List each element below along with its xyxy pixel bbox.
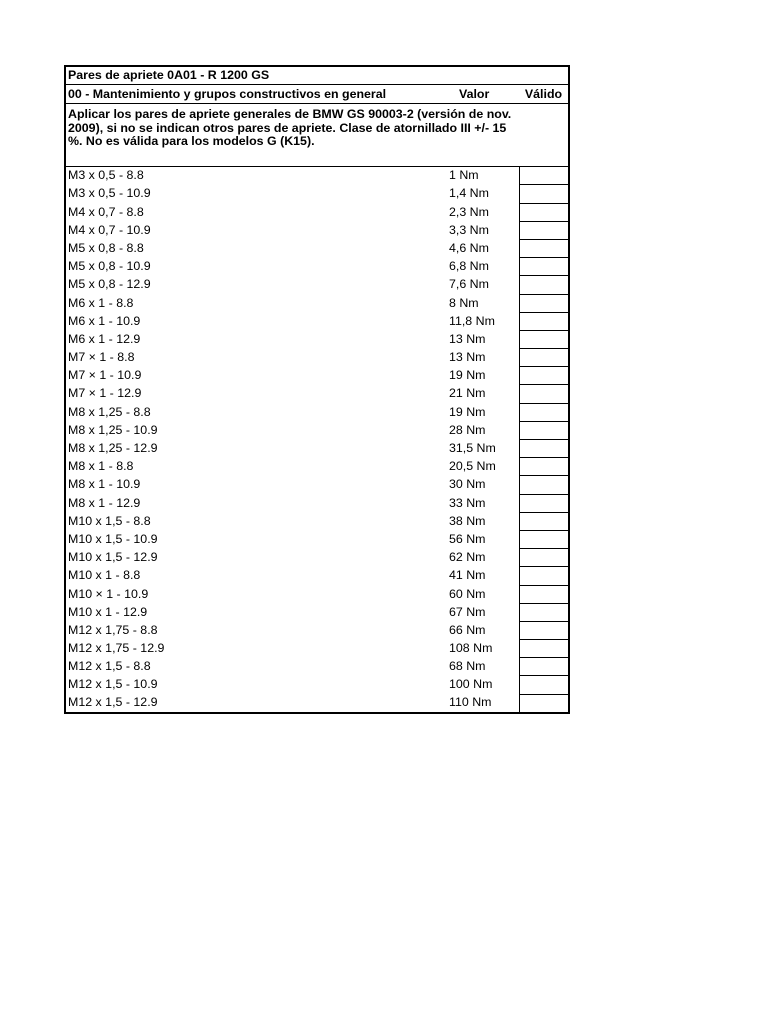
table-row bbox=[65, 239, 569, 257]
bolt-spec-cell: M10 x 1,5 - 12.9 bbox=[68, 550, 158, 565]
sheet-title: Pares de apriete 0A01 - R 1200 GS bbox=[65, 66, 569, 85]
torque-value-cell: 1,4 Nm bbox=[449, 186, 489, 201]
table-row bbox=[65, 512, 569, 530]
torque-value-cell: 100 Nm bbox=[449, 677, 493, 692]
bolt-spec-cell: M10 x 1,5 - 8.8 bbox=[68, 513, 151, 528]
valid-checkbox-cell[interactable] bbox=[519, 367, 569, 385]
torque-value-cell: 28 Nm bbox=[449, 422, 486, 437]
table-row bbox=[65, 276, 569, 294]
valid-checkbox-cell[interactable] bbox=[519, 440, 569, 458]
bolt-spec-cell: M3 x 0,5 - 8.8 bbox=[68, 168, 144, 183]
bolt-spec-cell: M4 x 0,7 - 10.9 bbox=[68, 222, 151, 237]
valid-column-header: Válido bbox=[519, 85, 569, 104]
table-row bbox=[65, 676, 569, 694]
torque-value-cell: 13 Nm bbox=[449, 331, 486, 346]
torque-value-cell: 21 Nm bbox=[449, 386, 486, 401]
torque-value-cell: 31,5 Nm bbox=[449, 441, 496, 455]
valid-checkbox-cell[interactable] bbox=[519, 221, 569, 239]
valid-checkbox-cell[interactable] bbox=[519, 549, 569, 567]
table-row bbox=[65, 167, 569, 185]
table-row bbox=[65, 530, 569, 548]
general-note: Aplicar los pares de apriete generales de BMW GS 90003-2 (versión de nov. 2009), si no se indican otros pares de apriete. Clase de atornillado III +/- 15 %. No es válida para los modelos G (K15). bbox=[65, 104, 519, 167]
bolt-spec-cell: M8 x 1 - 10.9 bbox=[68, 477, 141, 492]
valid-checkbox-cell[interactable] bbox=[519, 585, 569, 603]
bolt-spec-cell: M12 x 1,75 - 12.9 bbox=[68, 641, 165, 656]
torque-value-cell: 19 Nm bbox=[449, 368, 486, 383]
table-row bbox=[65, 349, 569, 367]
table-row bbox=[65, 694, 569, 713]
table-row bbox=[65, 476, 569, 494]
torque-table-body bbox=[65, 66, 569, 713]
torque-value-cell: 68 Nm bbox=[449, 659, 486, 674]
valid-checkbox-cell[interactable] bbox=[519, 403, 569, 421]
torque-value-cell: 11,8 Nm bbox=[449, 313, 495, 328]
valid-checkbox-cell[interactable] bbox=[519, 512, 569, 530]
bolt-spec-cell: M5 x 0,8 - 10.9 bbox=[68, 259, 151, 274]
torque-value-cell: 1 Nm bbox=[449, 168, 479, 183]
bolt-spec-cell: M12 x 1,5 - 12.9 bbox=[68, 695, 158, 710]
bolt-spec-cell: M10 × 1 - 10.9 bbox=[68, 586, 149, 601]
table-row bbox=[65, 203, 569, 221]
bolt-spec-cell: M6 x 1 - 8.8 bbox=[68, 295, 134, 310]
valid-checkbox-cell[interactable] bbox=[519, 349, 569, 367]
table-row bbox=[65, 640, 569, 658]
torque-value-cell: 60 Nm bbox=[449, 586, 486, 601]
bolt-spec-cell: M12 x 1,5 - 10.9 bbox=[68, 677, 158, 692]
bolt-spec-cell: M10 x 1 - 12.9 bbox=[68, 604, 148, 619]
table-row bbox=[65, 385, 569, 403]
bolt-spec-cell: M12 x 1,75 - 8.8 bbox=[68, 622, 158, 637]
torque-value-cell: 3,3 Nm bbox=[449, 222, 489, 237]
table-row bbox=[65, 585, 569, 603]
bolt-spec-cell: M10 x 1,5 - 10.9 bbox=[68, 531, 158, 546]
valid-checkbox-cell[interactable] bbox=[519, 694, 569, 713]
valid-checkbox-cell[interactable] bbox=[519, 185, 569, 203]
valid-checkbox-cell[interactable] bbox=[519, 312, 569, 330]
torque-value-cell: 66 Nm bbox=[449, 622, 486, 637]
bolt-spec-cell: M7 × 1 - 10.9 bbox=[68, 368, 142, 383]
valid-checkbox-cell[interactable] bbox=[519, 330, 569, 348]
bolt-spec-cell: M12 x 1,5 - 8.8 bbox=[68, 659, 151, 674]
valid-checkbox-cell[interactable] bbox=[519, 658, 569, 676]
table-row bbox=[65, 367, 569, 385]
table-row bbox=[65, 603, 569, 621]
valid-checkbox-cell[interactable] bbox=[519, 239, 569, 257]
valid-checkbox-cell[interactable] bbox=[519, 676, 569, 694]
table-row bbox=[65, 294, 569, 312]
valid-checkbox-cell[interactable] bbox=[519, 294, 569, 312]
torque-value-cell: 30 Nm bbox=[449, 477, 486, 492]
valid-checkbox-cell[interactable] bbox=[519, 621, 569, 639]
torque-value-cell: 108 Nm bbox=[449, 641, 493, 656]
note-row bbox=[65, 104, 569, 167]
table-row bbox=[65, 621, 569, 639]
torque-value-cell: 41 Nm bbox=[449, 568, 486, 583]
table-row bbox=[65, 330, 569, 348]
bolt-spec-cell: M5 x 0,8 - 12.9 bbox=[68, 277, 151, 292]
torque-value-cell: 4,6 Nm bbox=[449, 240, 489, 255]
table-row bbox=[65, 403, 569, 421]
valid-checkbox-cell[interactable] bbox=[519, 458, 569, 476]
torque-value-cell: 2,3 Nm bbox=[449, 204, 489, 219]
valid-checkbox-cell[interactable] bbox=[519, 421, 569, 439]
torque-value-cell: 33 Nm bbox=[449, 495, 486, 510]
bolt-spec-cell: M8 x 1 - 12.9 bbox=[68, 495, 141, 510]
torque-sheet bbox=[64, 65, 568, 714]
bolt-spec-cell: M8 x 1,25 - 10.9 bbox=[68, 422, 158, 437]
table-row bbox=[65, 658, 569, 676]
table-row bbox=[65, 549, 569, 567]
table-row bbox=[65, 221, 569, 239]
valid-checkbox-cell[interactable] bbox=[519, 530, 569, 548]
torque-value-cell: 8 Nm bbox=[449, 295, 479, 310]
value-column-header: Valor bbox=[449, 85, 519, 104]
note-row-empty-cell bbox=[519, 104, 569, 167]
bolt-spec-cell: M8 x 1,25 - 8.8 bbox=[68, 404, 151, 419]
bolt-spec-cell: M4 x 0,7 - 8.8 bbox=[68, 204, 144, 219]
valid-checkbox-cell[interactable] bbox=[519, 203, 569, 221]
valid-checkbox-cell[interactable] bbox=[519, 640, 569, 658]
table-row bbox=[65, 567, 569, 585]
table-row bbox=[65, 185, 569, 203]
table-row bbox=[65, 440, 569, 458]
table-row bbox=[65, 258, 569, 276]
bolt-spec-cell: M5 x 0,8 - 8.8 bbox=[68, 240, 144, 255]
section-title: 00 - Mantenimiento y grupos constructivos en general bbox=[65, 85, 449, 104]
valid-checkbox-cell[interactable] bbox=[519, 603, 569, 621]
valid-checkbox-cell[interactable] bbox=[519, 276, 569, 294]
torque-value-cell: 62 Nm bbox=[449, 550, 486, 565]
bolt-spec-cell: M6 x 1 - 12.9 bbox=[68, 331, 141, 346]
table-row bbox=[65, 494, 569, 512]
title-row bbox=[65, 66, 569, 85]
torque-value-cell: 6,8 Nm bbox=[449, 259, 489, 274]
valid-checkbox-cell[interactable] bbox=[519, 567, 569, 585]
bolt-spec-cell: M8 x 1,25 - 12.9 bbox=[68, 441, 158, 455]
torque-value-cell: 19 Nm bbox=[449, 404, 486, 419]
torque-value-cell: 67 Nm bbox=[449, 604, 486, 619]
valid-checkbox-cell[interactable] bbox=[519, 385, 569, 403]
torque-table bbox=[64, 65, 570, 714]
valid-checkbox-cell[interactable] bbox=[519, 494, 569, 512]
bolt-spec-cell: M7 × 1 - 12.9 bbox=[68, 386, 142, 401]
torque-value-cell: 38 Nm bbox=[449, 513, 486, 528]
section-header-row bbox=[65, 85, 569, 104]
valid-checkbox-cell[interactable] bbox=[519, 167, 569, 185]
torque-value-cell: 20,5 Nm bbox=[449, 459, 496, 474]
torque-value-cell: 13 Nm bbox=[449, 350, 486, 365]
bolt-spec-cell: M3 x 0,5 - 10.9 bbox=[68, 186, 151, 201]
bolt-spec-cell: M10 x 1 - 8.8 bbox=[68, 568, 141, 583]
table-row bbox=[65, 421, 569, 439]
table-row bbox=[65, 312, 569, 330]
bolt-spec-cell: M7 × 1 - 8.8 bbox=[68, 350, 135, 365]
bolt-spec-cell: M8 x 1 - 8.8 bbox=[68, 459, 134, 474]
torque-value-cell: 110 Nm bbox=[449, 695, 492, 710]
torque-value-cell: 7,6 Nm bbox=[449, 277, 489, 292]
valid-checkbox-cell[interactable] bbox=[519, 258, 569, 276]
table-row bbox=[65, 458, 569, 476]
torque-value-cell: 56 Nm bbox=[449, 531, 486, 546]
bolt-spec-cell: M6 x 1 - 10.9 bbox=[68, 313, 141, 328]
valid-checkbox-cell[interactable] bbox=[519, 476, 569, 494]
